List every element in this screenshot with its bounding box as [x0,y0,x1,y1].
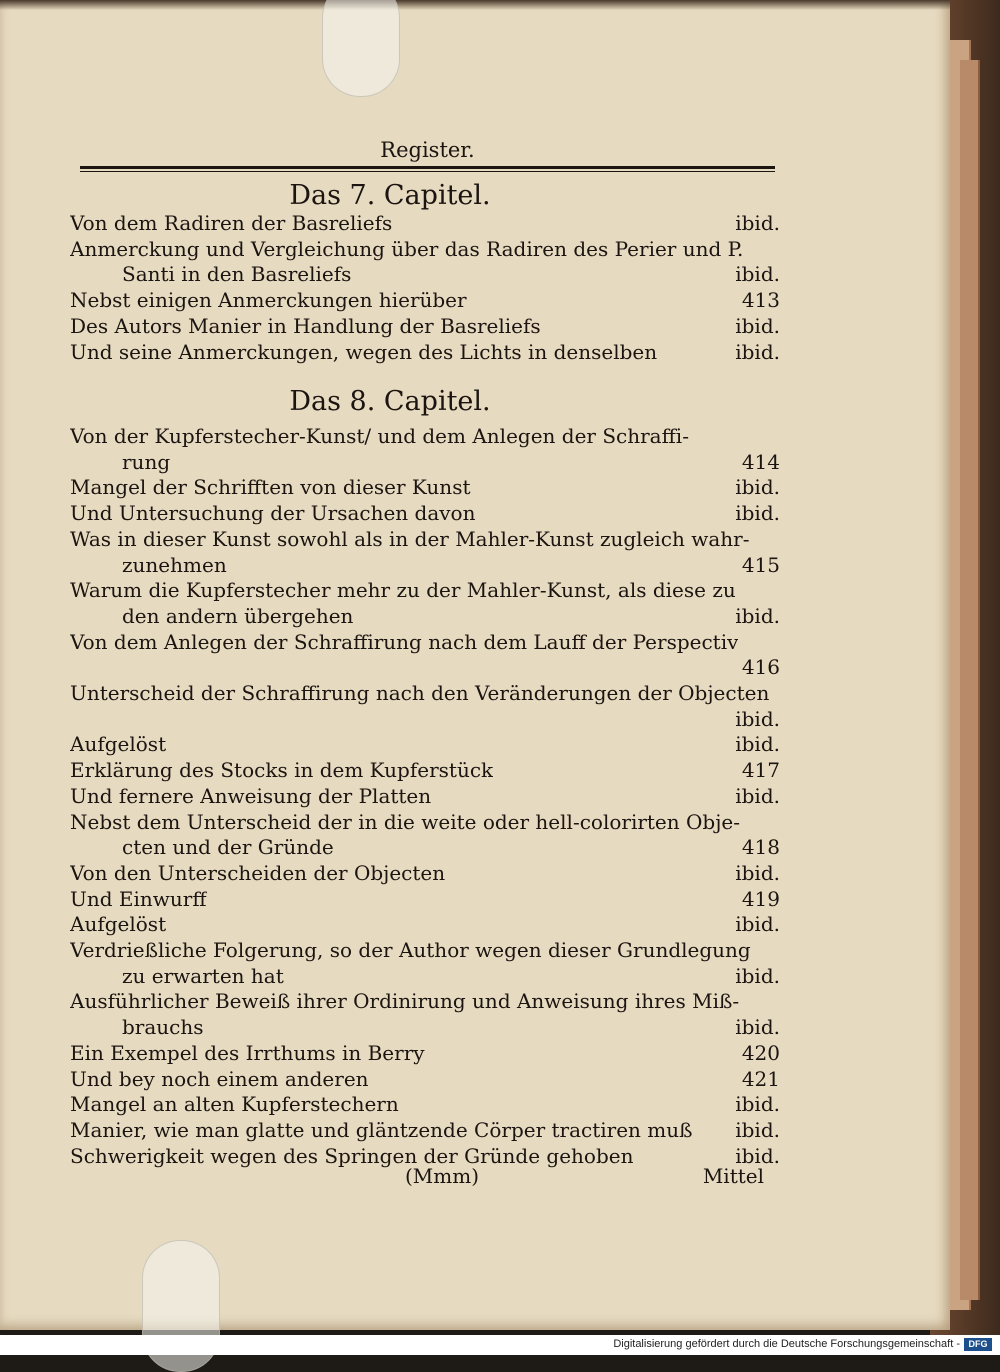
digitization-footer [0,1335,1000,1355]
entry-line [70,887,780,913]
entry-continuation-line [70,707,780,733]
entry-text: Und fernere Anweisung der Platten [70,783,432,808]
entry-text: Ein Exempel des Irrthums in Berry [70,1040,425,1065]
entry-continuation-line [70,655,780,681]
entry-text: zu erwarten hat [122,963,284,988]
entry-line [70,237,780,263]
register-entry [70,912,780,938]
entry-line [70,211,780,237]
entry-text: Von der Kupferstecher-Kunst/ und dem Anlegen der Schraffi- [70,424,689,448]
register-entry [70,784,780,810]
entry-line [70,810,780,836]
register-entry [70,861,780,887]
entry-line [70,340,780,366]
page-top-shadow [0,0,950,10]
register-entry [70,989,780,1040]
page-reference: 413 [741,288,780,313]
entry-text: Ausführlicher Beweiß ihrer Ordinirung und Anweisung ihres Miß- [70,989,740,1014]
dfg-logo: DFG [964,1338,992,1351]
entry-line [70,989,780,1015]
entry-line [70,732,780,758]
register-entry [70,501,780,527]
entry-line [70,578,780,604]
register-entry [70,424,780,475]
entry-line [70,475,780,501]
entry-text: Anmerckung und Vergleichung über das Radiren des Perier und P. [70,236,744,261]
register-entry [70,681,780,732]
entry-text: Unterscheid der Schraffirung nach den Veränderungen der Objecten [70,681,770,706]
page-reference: ibid. [735,783,780,808]
page-reference: 417 [741,758,780,783]
entry-line [70,1118,780,1144]
running-head: Register. [380,138,475,162]
page-reference: 419 [741,886,780,911]
entry-line [70,527,780,553]
entry-text: Mangel der Schrifften von dieser Kunst [70,475,471,500]
entry-continuation-line [70,604,780,630]
register-entry [70,630,780,681]
entry-text: Und Einwurff [70,886,207,911]
register-entry [70,1041,780,1067]
page-reference: ibid. [735,339,780,364]
entry-text: Und bey noch einem anderen [70,1066,369,1091]
entry-continuation-line [70,262,780,288]
catchword: Mittel [702,1164,764,1188]
entry-text: Und Untersuchung der Ursachen davon [70,501,476,526]
page-reference: ibid. [735,501,780,526]
page-reference: ibid. [735,475,780,500]
register-entry [70,758,780,784]
page-edges-inner [960,60,980,1300]
entry-text: Verdrießliche Folgerung, so der Author wegen dieser Grundlegung [70,938,751,963]
entry-text: Manier, wie man glatte und gläntzende Cörper tractiren muß [70,1117,693,1142]
page-reference: ibid. [735,732,780,757]
register-entry [70,475,780,501]
page-reference: ibid. [735,706,780,731]
entry-text: Von den Unterscheiden der Objecten [70,860,446,885]
chapter-heading-8: Das 8. Capitel. [289,386,491,417]
entry-text: Was in dieser Kunst sowohl als in der Mahler-Kunst zugleich wahr- [70,526,750,551]
register-entry [70,887,780,913]
entry-line [70,912,780,938]
chapter-7-entries [70,211,780,365]
page-reference: ibid. [735,211,780,235]
signature-mark: (Mmm) [405,1164,480,1188]
page-reference: 416 [741,655,780,680]
page-reference: ibid. [735,963,780,988]
entry-line [70,501,780,527]
entry-line [70,314,780,340]
entry-continuation-line [70,835,780,861]
entry-text: Aufgelöst [70,732,167,757]
register-entry [70,1118,780,1144]
entry-line [70,1092,780,1118]
entry-text: rung [122,449,171,474]
register-entry [70,237,780,288]
page-reference: 415 [741,552,780,577]
register-entry [70,810,780,861]
entry-text: Mangel an alten Kupferstechern [70,1092,399,1117]
entry-text: Santi in den Basreliefs [122,262,352,287]
page-reference: 418 [741,835,780,860]
entry-text: Und seine Anmerckungen, wegen des Lichts in denselben [70,339,658,364]
entry-text: Von dem Radiren der Basreliefs [70,211,393,235]
header-rule [80,166,775,172]
entry-continuation-line [70,450,780,476]
entry-line [70,424,780,450]
entry-line [70,861,780,887]
entry-line [70,784,780,810]
page-reference: 420 [741,1040,780,1065]
footer-credit: Digitalisierung gefördert durch die Deutsche Forschungsgemeinschaft - [613,1338,960,1350]
page-reference: ibid. [735,262,780,287]
entry-line [70,758,780,784]
entry-continuation-line [70,1015,780,1041]
entry-text: zunehmen [122,552,227,577]
entry-line [70,1041,780,1067]
entry-line [70,681,780,707]
page-reference: 414 [741,449,780,474]
page-reference: ibid. [735,313,780,338]
entry-continuation-line [70,964,780,990]
page-reference: ibid. [735,1015,780,1040]
entry-line [70,1067,780,1093]
entry-text: cten und der Gründe [122,835,334,860]
page-reference: ibid. [735,912,780,937]
register-entry [70,938,780,989]
register-entry [70,1067,780,1093]
chapter-heading-7: Das 7. Capitel. [289,180,491,211]
entry-text: Nebst einigen Anmerckungen hierüber [70,288,467,313]
entry-text: Warum die Kupferstecher mehr zu der Mahler-Kunst, als diese zu [70,578,736,603]
register-entry [70,314,780,340]
register-entry [70,340,780,366]
chapter-8-entries [70,424,780,1169]
entry-line [70,630,780,656]
entry-text: Schwerigkeit wegen des Springen der Gründe gehoben [70,1143,634,1168]
entry-line [70,938,780,964]
page-reference: ibid. [735,1092,780,1117]
entry-text: Aufgelöst [70,912,167,937]
entry-text: brauchs [122,1015,204,1040]
register-entry [70,1092,780,1118]
entry-text: Nebst dem Unterscheid der in die weite oder hell-colorirten Obje- [70,809,740,834]
register-entry [70,732,780,758]
entry-text: den andern übergehen [122,603,354,628]
register-entry [70,578,780,629]
register-entry [70,288,780,314]
entry-continuation-line [70,553,780,579]
page-reference: ibid. [735,1143,780,1168]
page-reference: ibid. [735,603,780,628]
page-reference: ibid. [735,1117,780,1142]
page-reference: 421 [741,1066,780,1091]
entry-text: Des Autors Manier in Handlung der Basreliefs [70,313,541,338]
register-entry [70,211,780,237]
entry-text: Erklärung des Stocks in dem Kupferstück [70,758,494,783]
register-entry [70,527,780,578]
entry-text: Von dem Anlegen der Schraffirung nach dem Lauff der Perspectiv [70,629,739,654]
entry-line [70,288,780,314]
page-reference: ibid. [735,860,780,885]
page-clip-top [322,0,400,97]
